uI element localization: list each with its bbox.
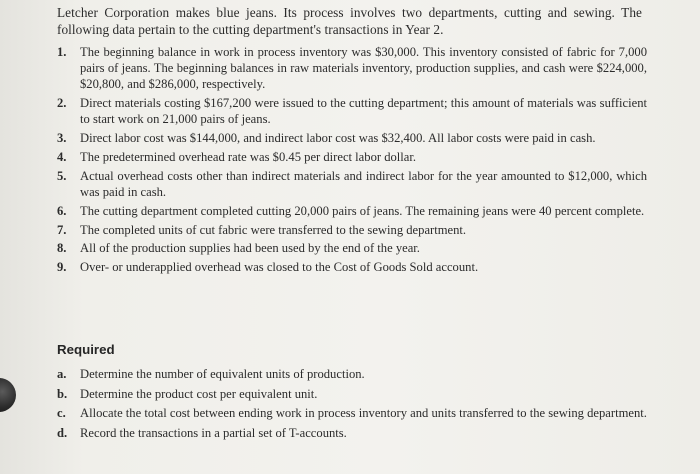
list-item bbox=[57, 240, 647, 256]
list-item bbox=[57, 259, 647, 275]
requirement-letter: b. bbox=[57, 386, 68, 401]
requirement-letter: d. bbox=[57, 425, 68, 440]
list-item bbox=[57, 168, 647, 200]
item-text: The predetermined overhead rate was $0.45 per direct labor dollar. bbox=[80, 150, 417, 164]
list-item bbox=[57, 130, 647, 146]
requirement-item bbox=[57, 366, 647, 382]
item-text: All of the production supplies had been used by the end of the year. bbox=[80, 241, 420, 256]
list-item bbox=[57, 95, 647, 127]
item-number: 8. bbox=[57, 241, 67, 256]
requirement-text: Determine the product cost per equivalent unit. bbox=[80, 386, 318, 401]
item-number: 3. bbox=[57, 131, 67, 146]
requirement-item bbox=[57, 425, 647, 441]
item-text: Direct materials costing $167,200 were issued to the cutting department; this amount of materials was sufficient to start work on 21,000 pairs of jeans. bbox=[80, 96, 647, 127]
item-text: Actual overhead costs other than indirect materials and indirect labor for the year amounted to $12,000, which was paid in cash. bbox=[80, 168, 647, 199]
item-number: 1. bbox=[57, 45, 67, 59]
item-text: Over- or underapplied overhead was closed to the Cost of Goods Sold account. bbox=[80, 260, 479, 275]
item-text: The beginning balance in work in process inventory was $30,000. This inventory consisted of fabric for 7,000 pairs of jeans. The beginning balances in raw materials inventory, production supplies, and cash were $224,000, $20,800, and $286,000, respectively. bbox=[80, 45, 647, 92]
required-heading: Required bbox=[57, 342, 115, 357]
item-number: 6. bbox=[57, 203, 67, 218]
transaction-list bbox=[57, 44, 647, 278]
item-number: 5. bbox=[57, 168, 67, 183]
binder-ring-shadow bbox=[0, 378, 16, 412]
requirement-letter: a. bbox=[57, 367, 67, 381]
list-item bbox=[57, 203, 647, 219]
item-number: 9. bbox=[57, 260, 67, 275]
requirement-item bbox=[57, 386, 647, 402]
list-item bbox=[57, 222, 647, 238]
item-text: The cutting department completed cutting 20,000 pairs of jeans. The remaining jeans were 40 percent complete. bbox=[80, 203, 645, 218]
problem-intro: Letcher Corporation makes blue jeans. Its process involves two departments, cutting and sewing. The following data pertain to the cutting department's transactions in Year 2. bbox=[57, 5, 642, 37]
item-text: Direct labor cost was $144,000, and indirect labor cost was $32,400. All labor costs were paid in cash. bbox=[80, 131, 596, 146]
list-item bbox=[57, 149, 647, 165]
requirement-text: Record the transactions in a partial set of T-accounts. bbox=[80, 425, 347, 440]
item-number: 7. bbox=[57, 222, 67, 237]
requirement-item bbox=[57, 405, 647, 421]
requirement-text: Allocate the total cost between ending work in process inventory and units transferred to the sewing department. bbox=[80, 406, 647, 421]
requirement-letter: c. bbox=[57, 406, 66, 421]
item-text: The completed units of cut fabric were transferred to the sewing department. bbox=[80, 222, 467, 237]
requirements-list bbox=[57, 366, 647, 444]
item-number: 2. bbox=[57, 96, 67, 111]
list-item bbox=[57, 44, 647, 93]
item-number: 4. bbox=[57, 150, 67, 164]
requirement-text: Determine the number of equivalent units of production. bbox=[80, 367, 365, 381]
